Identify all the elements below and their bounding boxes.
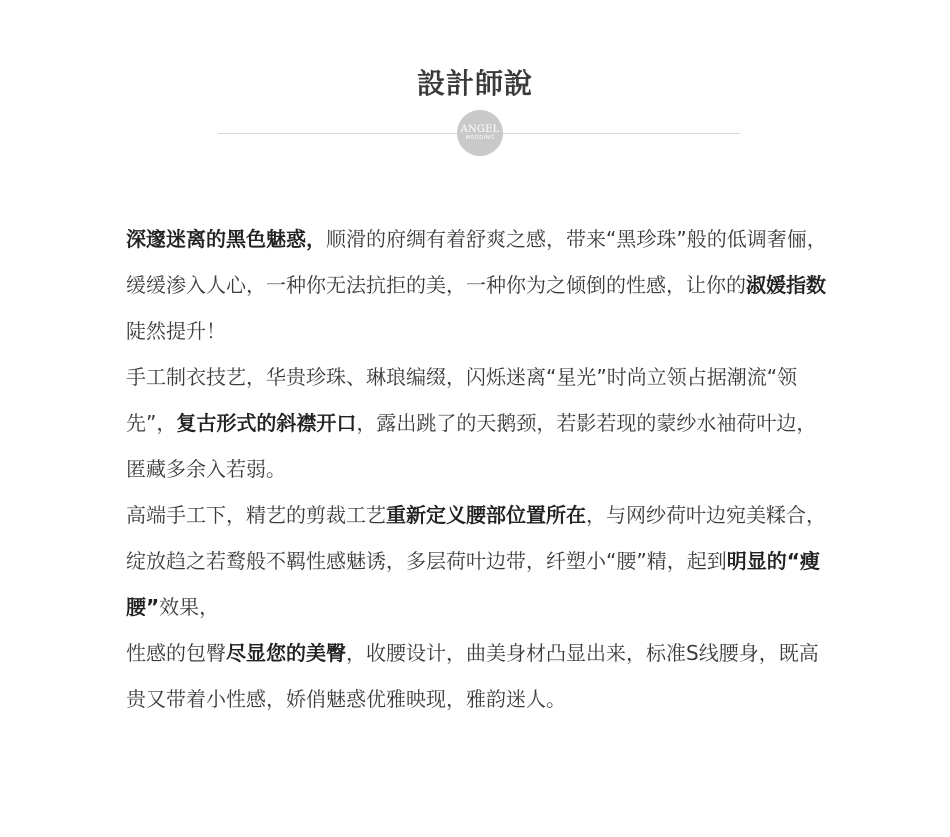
body-text: 高端手工下，精艺的剪裁工艺 (126, 503, 386, 527)
highlight-text: 淑媛指数 (746, 273, 826, 297)
logo-text-wedding: WEDDING (465, 134, 495, 141)
description-paragraph (126, 354, 832, 492)
highlight-text: 复古形式的斜襟开口 (176, 411, 357, 435)
highlight-text: 深邃迷离的黑色魅惑， (126, 227, 326, 251)
angel-wedding-logo (457, 110, 503, 156)
body-text: 性感的包臀 (126, 641, 226, 665)
highlight-text: 明显的“瘦腰” (126, 549, 820, 619)
description-body (126, 216, 832, 722)
highlight-text: 尽显您的美臀 (226, 641, 346, 665)
body-text: 效果， (159, 595, 220, 619)
body-text: ，收腰设计，曲美身材凸显出来，标准S线腰身，既高贵又带着小性感，娇俏魅惑优雅映现，雅韵迷人。 (126, 641, 819, 711)
body-text: 陡然提升！ (126, 319, 226, 343)
description-paragraph (126, 492, 832, 630)
description-paragraph (126, 216, 832, 354)
highlight-text: 重新定义腰部位置所在 (386, 503, 586, 527)
body-text: ，露出跳了的天鹅颈，若影若现的蒙纱水袖荷叶边，匿藏多余入若弱。 (126, 411, 817, 481)
description-paragraph (126, 630, 832, 722)
logo-text-angel: ANGEL (460, 123, 500, 135)
page-title: 設計師說 (416, 67, 533, 100)
body-text: ，与网纱荷叶边宛美糅合，绽放趋之若鹜般不羁性感魅诱，多层荷叶边带，纤塑小“腰”精，起到 (126, 503, 826, 573)
body-text: 顺滑的府绸有着舒爽之感，带来“黑珍珠”般的低调奢俪，缓缓渗入人心，一种你无法抗拒的美，一种你为之倾倒的性感，让你的 (126, 227, 827, 297)
body-text: 手工制衣技艺，华贵珍珠、琳琅编缀，闪烁迷离“星光”时尚立领占据潮流“领先”， (126, 365, 798, 435)
